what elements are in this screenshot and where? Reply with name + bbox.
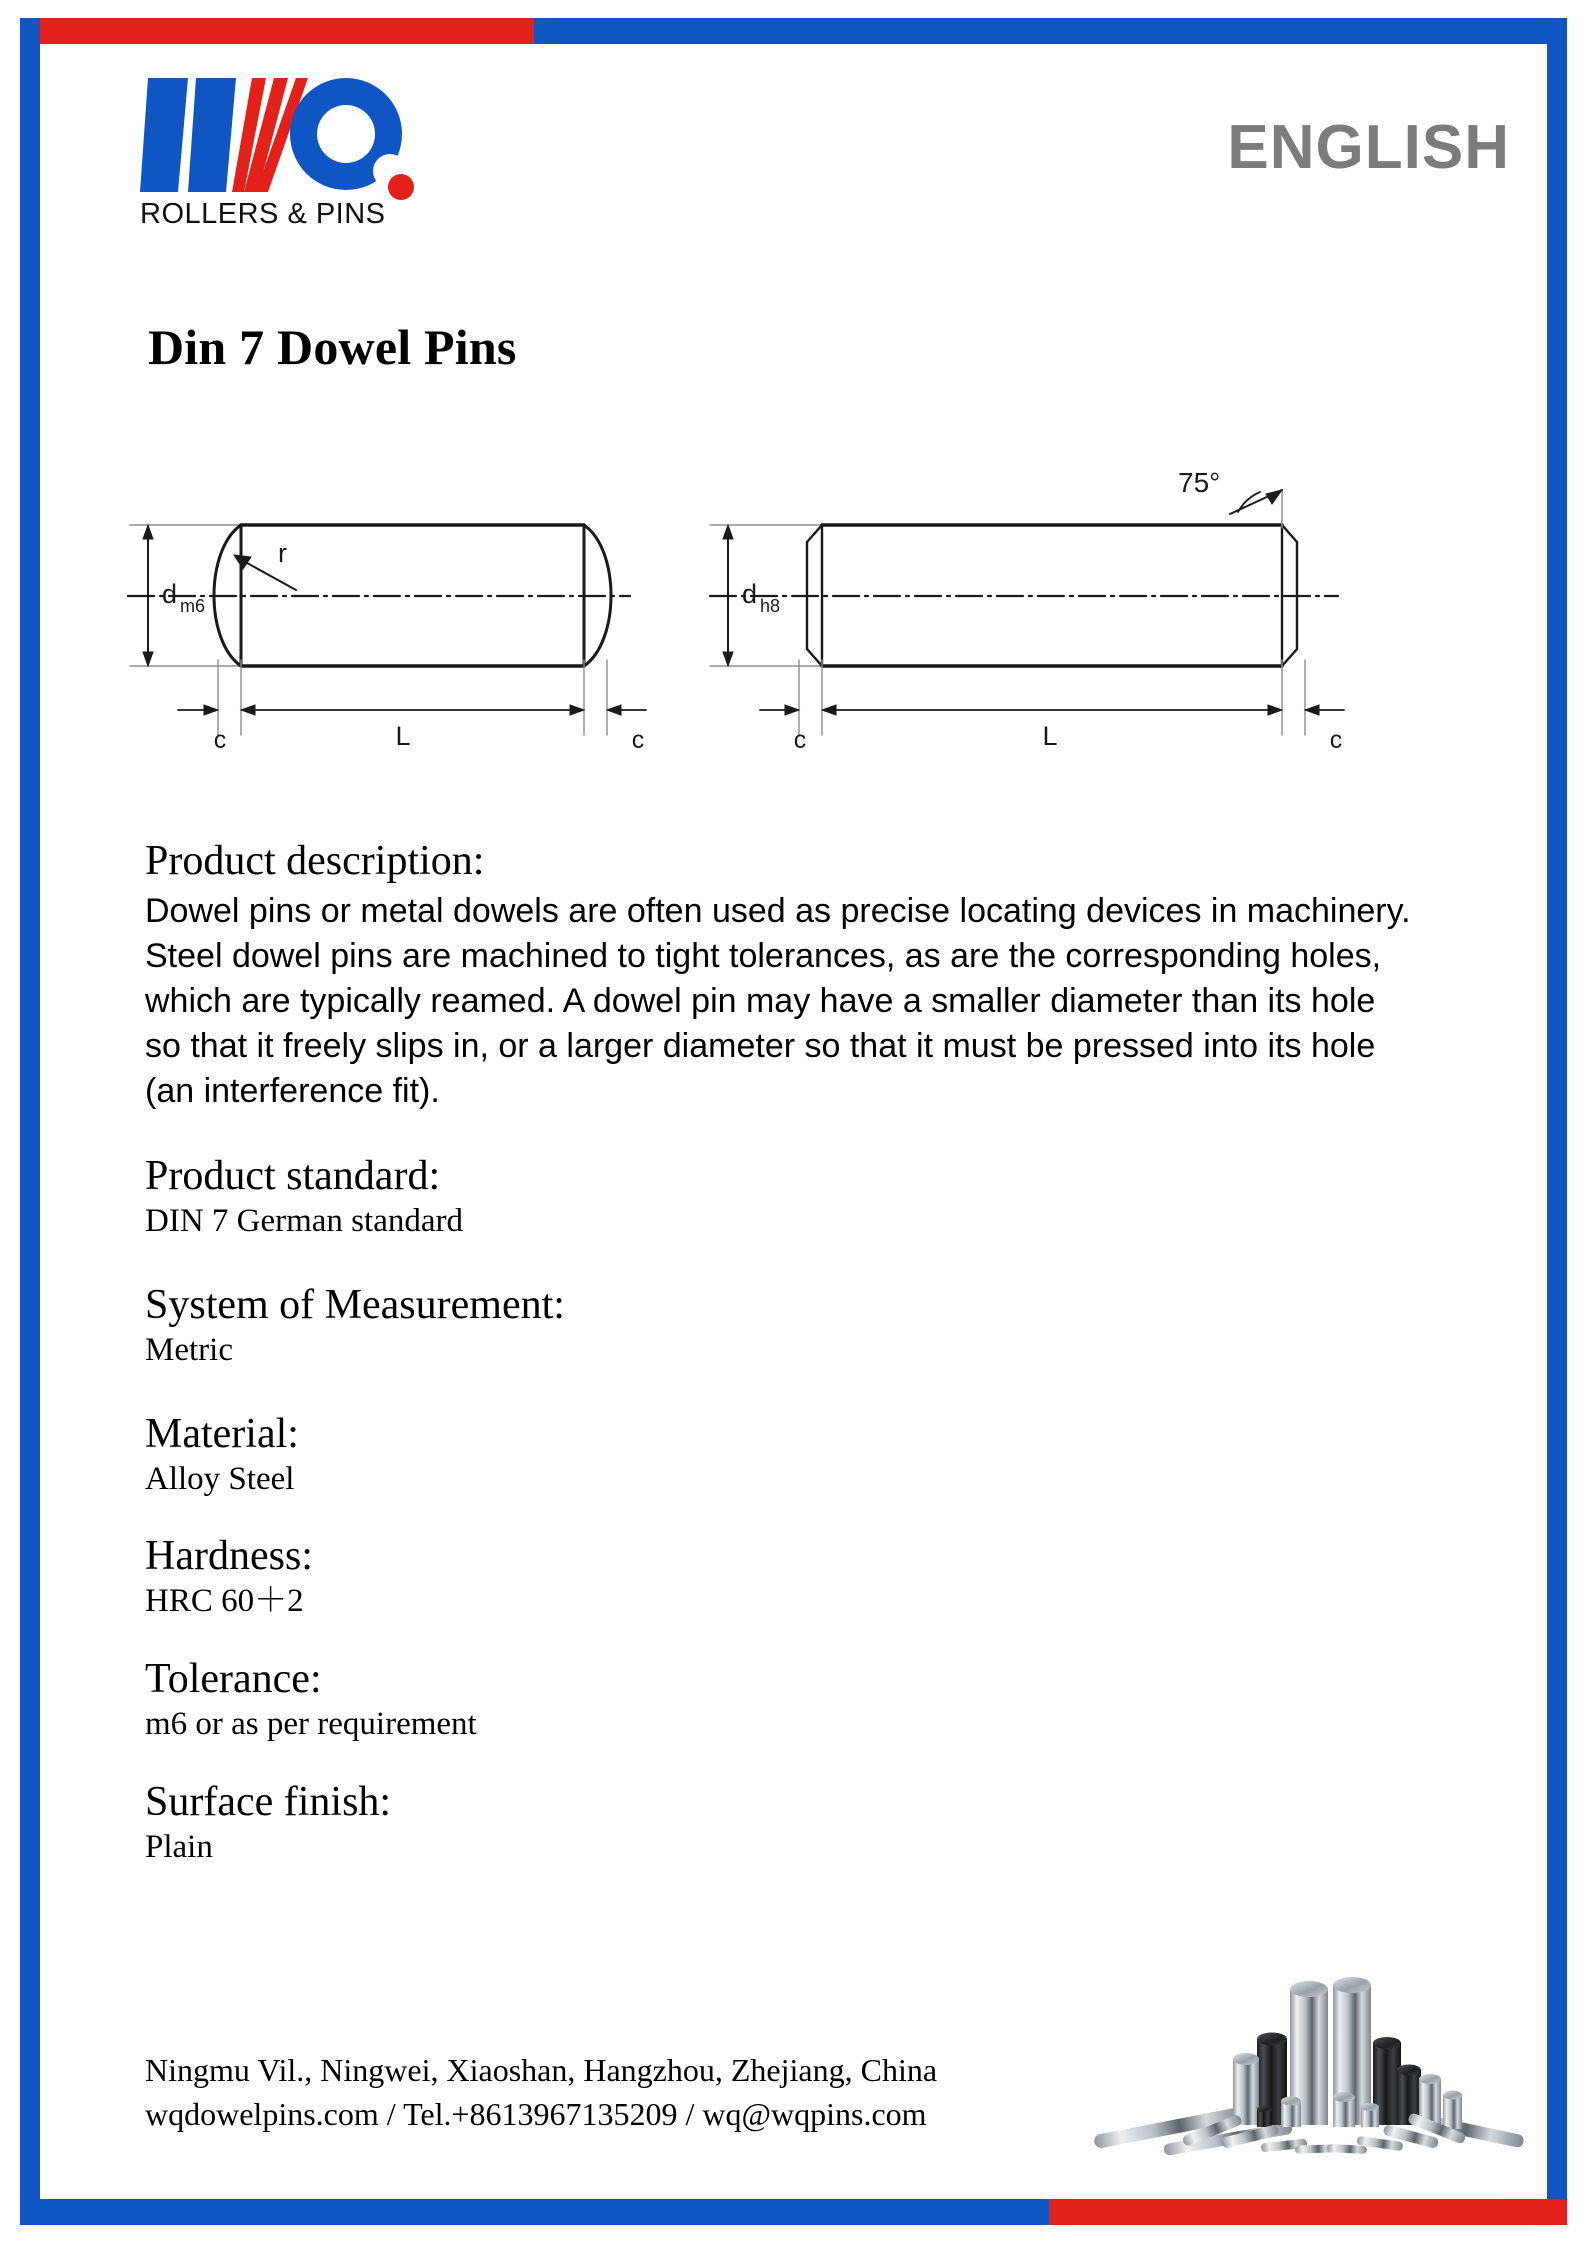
measurement-value: Metric — [145, 1332, 233, 1369]
left-border-bar — [20, 18, 40, 2225]
spec-content — [145, 838, 1425, 1867]
logo-tagline: ROLLERS & PINS — [140, 198, 386, 230]
standard-value: DIN 7 German standard — [145, 1203, 463, 1240]
left-diameter-label: d — [162, 579, 178, 609]
right-diameter-label: d — [742, 579, 758, 609]
wq-logo-icon — [140, 60, 420, 200]
dowel-pin-drawings-svg — [110, 470, 1440, 790]
dowel-pins-product-photo — [1085, 1925, 1535, 2165]
section-hardness — [145, 1533, 1425, 1622]
right-border-bar — [1547, 18, 1567, 2225]
brand-logo — [140, 60, 440, 250]
right-length-label: L — [1042, 721, 1058, 751]
hardness-heading: Hardness: — [145, 1533, 313, 1580]
tolerance-value: m6 or as per requirement — [145, 1705, 477, 1742]
left-radius-label: r — [278, 538, 287, 568]
top-border-bar — [20, 18, 1567, 44]
bottom-border-red-segment — [1049, 2199, 1567, 2225]
page-title: Din 7 Dowel Pins — [148, 319, 517, 375]
right-chamfer-label-left: c — [793, 726, 807, 754]
left-length-label: L — [395, 721, 411, 751]
left-diameter-subscript: m6 — [180, 596, 206, 616]
surface-finish-heading: Surface finish: — [145, 1778, 392, 1825]
description-body: Dowel pins or metal dowels are often used as precise locating devices in machinery. Steel dowel pins are machined to tight tolerances, as are the corresponding holes, which are typically reamed. A dowel pin may have a smaller diameter than its hole so that it freely slips in, or a larger diameter so that it must be pressed into its hole (an interference fit). — [145, 892, 1411, 1110]
technical-drawings — [110, 470, 1440, 790]
footer-contact — [145, 2048, 937, 2136]
section-material — [145, 1411, 1425, 1500]
section-tolerance — [145, 1656, 1425, 1745]
bottom-border-blue-segment — [20, 2199, 1049, 2225]
section-product-description — [145, 838, 1425, 1113]
left-chamfer-label-right: c — [631, 726, 645, 754]
standard-heading: Product standard: — [145, 1153, 441, 1200]
surface-finish-value: Plain — [145, 1828, 213, 1865]
page-header — [130, 60, 1510, 250]
tolerance-heading: Tolerance: — [145, 1655, 322, 1702]
bottom-border-bar — [20, 2199, 1567, 2225]
measurement-heading: System of Measurement: — [145, 1282, 565, 1329]
section-surface-finish — [145, 1779, 1425, 1868]
top-border-blue-segment — [534, 18, 1567, 44]
footer-address: Ningmu Vil., Ningwei, Xiaoshan, Hangzhou, Zhejiang, China — [145, 2052, 938, 2088]
material-heading: Material: — [145, 1410, 299, 1457]
section-system-of-measurement — [145, 1282, 1425, 1371]
language-label: ENGLISH — [1227, 113, 1510, 182]
right-diameter-subscript: h8 — [760, 596, 781, 616]
dowel-pins-photo-illustration — [1085, 1925, 1535, 2165]
top-border-red-segment — [20, 18, 534, 44]
right-chamfer-label-right: c — [1329, 726, 1343, 754]
section-product-standard — [145, 1153, 1425, 1242]
footer-contact-line: wqdowelpins.com / Tel.+8613967135209 / wq@wqpins.com — [145, 2096, 927, 2133]
right-angle-label: 75° — [1178, 470, 1221, 498]
material-value: Alloy Steel — [145, 1460, 295, 1497]
left-chamfer-label-left: c — [213, 726, 227, 754]
description-heading: Product description: — [145, 838, 485, 884]
hardness-value: HRC 60＋2 — [145, 1583, 304, 1620]
